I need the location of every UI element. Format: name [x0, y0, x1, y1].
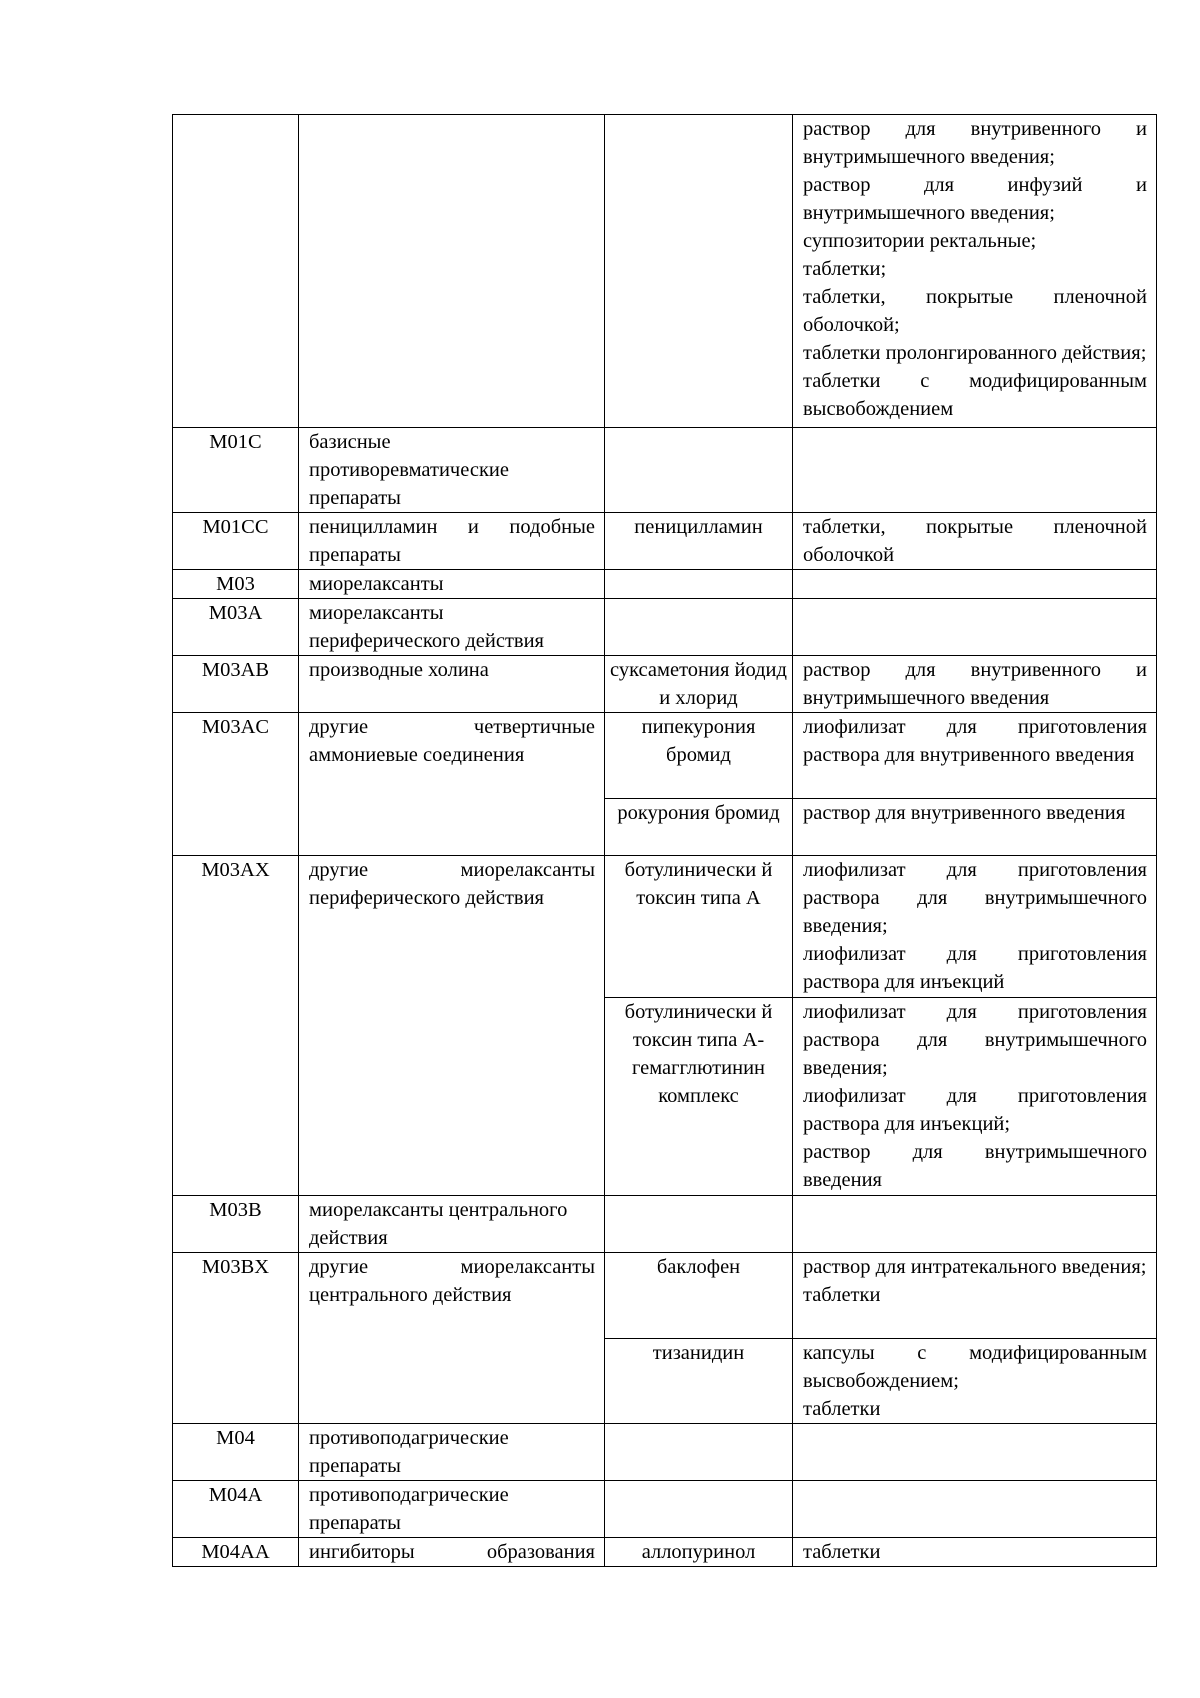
inn-text: аллопуринол — [641, 1541, 756, 1563]
dosage-form-line: таблетки, покрытые пленочной оболочкой — [803, 516, 1147, 566]
dosage-form-line: лиофилизат для приготовления раствора для инъекций; — [803, 1085, 1147, 1135]
atc-code-cell — [173, 115, 299, 428]
dosage-form-line: лиофилизат для приготовления раствора для внутримышечного введения; — [803, 859, 1147, 937]
dosage-form-cell — [793, 428, 1157, 513]
inn-text: тизанидин — [652, 1342, 745, 1364]
table-row — [173, 1481, 1157, 1538]
group-cell — [299, 1424, 605, 1481]
group-text: базисные противоревматические препараты — [309, 431, 509, 509]
table-row — [173, 1538, 1157, 1567]
table-row — [173, 570, 1157, 599]
atc-code-cell: M01CC — [173, 513, 299, 570]
dosage-form-line: раствор для интратекального введения; — [803, 1256, 1147, 1278]
group-cell — [299, 1538, 605, 1567]
dosage-form-cell — [793, 1424, 1157, 1481]
inn-cell — [605, 1424, 793, 1481]
atc-code-cell: M03BX — [173, 1253, 299, 1424]
inn-cell — [605, 656, 793, 713]
dosage-form-cell — [793, 115, 1157, 428]
atc-code-cell: M03AC — [173, 713, 299, 856]
dosage-form-line: таблетки; — [803, 258, 887, 280]
atc-code-cell: M01C — [173, 428, 299, 513]
dosage-form-cell — [793, 1339, 1157, 1424]
inn-cell — [605, 1481, 793, 1538]
group-cell — [299, 428, 605, 513]
group-cell — [299, 1196, 605, 1253]
drug-list-table — [172, 114, 1157, 1567]
inn-cell — [605, 856, 793, 998]
inn-cell — [605, 1339, 793, 1424]
dosage-form-cell — [793, 1253, 1157, 1339]
dosage-form-line: таблетки пролонгированного действия; — [803, 342, 1147, 364]
group-text: миорелаксанты периферического действия — [309, 602, 544, 652]
inn-cell — [605, 570, 793, 599]
atc-code-cell: M03A — [173, 599, 299, 656]
table-row — [173, 1253, 1157, 1339]
dosage-form-line: таблетки с модифицированным высвобождением — [803, 370, 1147, 420]
dosage-form-line: раствор для внутривенного и внутримышечного введения — [803, 659, 1147, 709]
inn-cell — [605, 115, 793, 428]
group-text: другие миорелаксанты периферического действия — [309, 859, 595, 909]
table-row — [173, 599, 1157, 656]
table-row — [173, 1424, 1157, 1481]
inn-text: баклофен — [656, 1256, 741, 1278]
table-row — [173, 656, 1157, 713]
atc-code-cell: M03 — [173, 570, 299, 599]
inn-cell — [605, 1538, 793, 1567]
table-row — [173, 713, 1157, 799]
group-text: пеницилламин и подобные препараты — [309, 516, 595, 566]
group-text: миорелаксанты центрального действия — [309, 1199, 568, 1249]
inn-cell — [605, 713, 793, 799]
dosage-form-line: суппозитории ректальные; — [803, 230, 1037, 252]
inn-cell — [605, 513, 793, 570]
table-row — [173, 428, 1157, 513]
dosage-form-line: лиофилизат для приготовления раствора для внутривенного введения — [803, 716, 1147, 766]
table-row — [173, 115, 1157, 428]
inn-text: ботулинически й токсин типа А-гемагглютинин комплекс — [624, 1001, 773, 1107]
inn-cell — [605, 799, 793, 856]
group-text: противоподагрические препараты — [309, 1484, 509, 1534]
atc-code-cell: M03AX — [173, 856, 299, 1196]
atc-code-cell: M04 — [173, 1424, 299, 1481]
group-cell — [299, 1253, 605, 1424]
dosage-form-line: лиофилизат для приготовления раствора для внутримышечного введения; — [803, 1001, 1147, 1079]
dosage-form-cell — [793, 1196, 1157, 1253]
dosage-form-cell — [793, 656, 1157, 713]
group-text: другие миорелаксанты центрального действия — [309, 1256, 595, 1306]
group-cell — [299, 115, 605, 428]
dosage-form-cell — [793, 998, 1157, 1196]
group-cell — [299, 513, 605, 570]
inn-cell — [605, 1253, 793, 1339]
dosage-form-line: раствор для инфузий и внутримышечного введения; — [803, 174, 1147, 224]
table-row — [173, 1196, 1157, 1253]
group-text: миорелаксанты — [309, 573, 444, 595]
dosage-form-line: таблетки — [803, 1284, 881, 1306]
inn-cell — [605, 428, 793, 513]
table-row — [173, 856, 1157, 998]
group-text: производные холина — [309, 659, 489, 681]
dosage-form-cell — [793, 599, 1157, 656]
inn-text: пипекурония бромид — [641, 716, 756, 766]
dosage-form-cell — [793, 856, 1157, 998]
inn-text: ботулинически й токсин типа А — [624, 859, 773, 909]
atc-code-cell: M04A — [173, 1481, 299, 1538]
dosage-form-line: раствор для внутривенного введения — [803, 802, 1126, 824]
dosage-form-cell — [793, 799, 1157, 856]
dosage-form-line: капсулы с модифицированным высвобождением; — [803, 1342, 1147, 1392]
group-cell — [299, 1481, 605, 1538]
inn-cell — [605, 998, 793, 1196]
group-text: противоподагрические препараты — [309, 1427, 509, 1477]
dosage-form-line: раствор для внутривенного и внутримышечного введения; — [803, 118, 1147, 168]
group-cell — [299, 713, 605, 856]
inn-text: пеницилламин — [634, 516, 763, 538]
group-cell — [299, 599, 605, 656]
inn-cell — [605, 1196, 793, 1253]
atc-code-cell: M03AB — [173, 656, 299, 713]
inn-cell — [605, 599, 793, 656]
dosage-form-line: раствор для внутримышечного введения — [803, 1141, 1147, 1191]
atc-code-cell: M04AA — [173, 1538, 299, 1567]
dosage-form-cell — [793, 570, 1157, 599]
dosage-form-cell — [793, 713, 1157, 799]
dosage-form-line: лиофилизат для приготовления раствора для инъекций — [803, 943, 1147, 993]
dosage-form-cell — [793, 1481, 1157, 1538]
atc-code-cell: M03B — [173, 1196, 299, 1253]
group-text: другие четвертичные аммониевые соединения — [309, 716, 595, 766]
group-cell — [299, 656, 605, 713]
table-row — [173, 513, 1157, 570]
dosage-form-cell — [793, 513, 1157, 570]
dosage-form-cell — [793, 1538, 1157, 1567]
group-cell — [299, 856, 605, 1196]
group-cell — [299, 570, 605, 599]
inn-text: рокурония бромид — [617, 802, 780, 824]
dosage-form-line: таблетки — [803, 1398, 881, 1420]
inn-text: суксаметония йодид и хлорид — [610, 659, 787, 709]
dosage-form-line: таблетки — [803, 1541, 881, 1563]
group-text: ингибиторы образования — [309, 1541, 595, 1563]
dosage-form-line: таблетки, покрытые пленочной оболочкой; — [803, 286, 1147, 336]
